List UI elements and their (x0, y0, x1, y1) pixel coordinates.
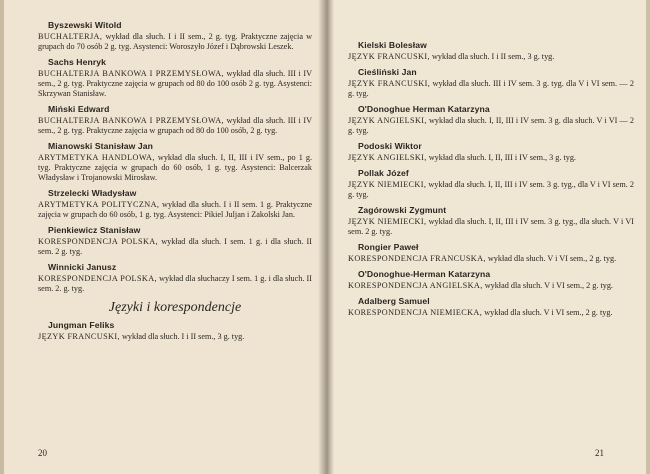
course-entry (38, 188, 312, 220)
course-description (38, 153, 312, 183)
page-number-right: 21 (595, 448, 604, 458)
lecturer-name: Mianowski Stanisław Jan (48, 141, 153, 151)
lecturer-name: Byszewski Witold (48, 20, 122, 30)
lecturer-name: Winnicki Janusz (48, 262, 117, 272)
course-subject: JĘZYK FRANCUSKI, (348, 52, 430, 61)
course-description (348, 281, 634, 291)
course-details: wykład dla słuch. I i II sem., 3 g. tyg. (431, 52, 555, 61)
course-description (348, 116, 634, 136)
course-details: wykład dla słuch. I i II sem., 3 g. tyg. (121, 332, 245, 341)
course-entry (348, 296, 634, 318)
section-title: Języki i korespondencje (108, 300, 242, 315)
left-entries-after (38, 320, 312, 342)
course-subject: KORESPONDENCJA ANGIELSKA, (348, 281, 483, 290)
course-entry (38, 320, 312, 342)
course-subject: JĘZYK FRANCUSKI, (348, 79, 431, 88)
lecturer-name: Miński Edward (48, 104, 110, 114)
lecturer-name: Strzelecki Władysław (48, 188, 137, 198)
page-number-left: 20 (38, 448, 47, 458)
book-gutter (318, 0, 334, 474)
course-description (348, 217, 634, 237)
lecturer-name: Cieśliński Jan (358, 67, 417, 77)
course-details: wykład dla słuch. V i VI sem., 2 g. tyg. (484, 308, 613, 317)
course-subject: KORESPONDENCJA FRANCUSKA, (348, 254, 486, 263)
course-description (348, 308, 634, 318)
course-entry (38, 141, 312, 183)
course-entry (38, 20, 312, 52)
course-details: wykład dla słuch. III i IV sem., 2 g. tyg. Praktyczne zajęcia w grupach od 80 do 100 osób, 2 g. tyg. (38, 116, 313, 135)
course-entry (348, 205, 634, 237)
course-details: wykład dla słuch. V i VI sem., 2 g. tyg. (484, 281, 613, 290)
course-subject: JĘZYK ANGIELSKI, (348, 116, 427, 125)
course-subject: ARYTMETYKA POLITYCZNA, (38, 200, 160, 209)
course-entry (348, 67, 634, 99)
course-description (348, 254, 634, 264)
course-subject: KORESPONDENCJA POLSKA, (38, 237, 159, 246)
course-details: wykład dla słuch. I, II, III i IV sem., 3 g. tyg. (428, 153, 576, 162)
course-details: wykład dla słuch. I, II, III i IV sem. 3 g. dla słuch. V i VI — 2 g. tyg. (348, 116, 635, 135)
course-description (38, 274, 312, 294)
page-edge (0, 0, 4, 474)
course-subject: ARYTMETYKA HANDLOWA, (38, 153, 155, 162)
lecturer-name: O'Donoghue Herman Katarzyna (358, 104, 490, 114)
course-entry (38, 57, 312, 99)
course-description (348, 153, 634, 163)
lecturer-name: Podoski Wiktor (358, 141, 422, 151)
course-details: wykład dla słuch. I i II sem., 2 g. tyg. Praktyczne zajęcia w grupach do 70 osób 2 g. tyg. Asystenci: Woroszyło Józef i Dąbrowski Leszek. (38, 32, 313, 51)
course-subject: BUCHALTERJA, (38, 32, 103, 41)
course-details: wykład dla słuch. I i II sem. 1 g. Praktyczne zajęcia w grupach do 60 osób, 1 g. tyg. Asystenci: Pikiel Juljan i Zakolski Jan. (38, 200, 313, 219)
course-entry (38, 225, 312, 257)
lecturer-name: Adalberg Samuel (358, 296, 430, 306)
course-description (38, 116, 312, 136)
lecturer-name: Rongier Paweł (358, 242, 419, 252)
course-entry (348, 242, 634, 264)
course-description (348, 79, 634, 99)
lecturer-name: Pienkiewicz Stanisław (48, 225, 141, 235)
course-entry (348, 40, 634, 62)
lecturer-name: Kielski Bolesław (358, 40, 427, 50)
course-description (38, 200, 312, 220)
course-entry (348, 168, 634, 200)
course-description (348, 180, 634, 200)
lecturer-name: Jungman Feliks (48, 320, 115, 330)
course-details: wykład dla słuch. III i IV sem., 2 g. tyg. Praktyczne zajęcia w grupach od 80 do 100 osób 2 g. tyg. Asystenci: Skrzywan Stanisław. (38, 69, 313, 98)
course-details: wykład dla słuch. V i VI sem., 2 g. tyg. (487, 254, 617, 263)
course-entry (348, 141, 634, 163)
course-description (38, 237, 312, 257)
left-entries (38, 20, 312, 294)
course-subject: JĘZYK FRANCUSKI, (38, 332, 120, 341)
course-subject: KORESPONDENCJA NIEMIECKA, (348, 308, 483, 317)
course-details: wykład dla słuch. I, II, III i IV sem., po 1 g. tyg. Praktyczne zajęcia w grupach do 60 osób, 1 g. tyg. Asystenci: Balcerzak Władysław i Trojanowski Mirosław. (38, 153, 313, 182)
course-details: wykład dla słuch. I, II, III i IV sem. 3 g. tyg., dla słuch. V i VI sem. 2 g. tyg. (348, 217, 634, 236)
course-subject: BUCHALTERJA BANKOWA I PRZEMYSŁOWA, (38, 69, 224, 78)
course-entry (348, 104, 634, 136)
course-description (38, 32, 312, 52)
course-description (38, 69, 312, 99)
lecturer-name: O'Donoghue-Herman Katarzyna (358, 269, 491, 279)
right-page (326, 0, 650, 474)
course-subject: BUCHALTERJA BANKOWA I PRZEMYSŁOWA, (38, 116, 224, 125)
course-details: wykład dla słuch. I, II, III i IV sem. 3 g. tyg., dla V i VI sem. 2 g. tyg. (348, 180, 634, 199)
course-entry (38, 262, 312, 294)
page-edge (646, 0, 650, 474)
course-details: wykład dla słuch. III i IV sem. 3 g. tyg. dla V i VI sem. — 2 g. tyg. (348, 79, 635, 98)
course-details: wykład dla słuchaczy I sem. 1 g. i dla słuch. II sem. 2. g. tyg. (38, 274, 312, 293)
right-entries (348, 40, 634, 318)
lecturer-name: Sachs Henryk (48, 57, 107, 67)
course-subject: KORESPONDENCJA POLSKA, (38, 274, 157, 283)
course-description (38, 332, 312, 342)
lecturer-name: Pollak Józef (358, 168, 409, 178)
course-subject: JĘZYK NIEMIECKI, (348, 217, 427, 226)
course-details: wykład dla słuch. I sem. 1 g. i dla słuch. II sem. 2 g. tyg. (38, 237, 312, 256)
course-entry (348, 269, 634, 291)
lecturer-name: Zagórowski Zygmunt (358, 205, 447, 215)
course-entry (38, 104, 312, 136)
course-subject: JĘZYK ANGIELSKI, (348, 153, 427, 162)
course-description (348, 52, 634, 62)
course-subject: JĘZYK NIEMIECKI, (348, 180, 427, 189)
